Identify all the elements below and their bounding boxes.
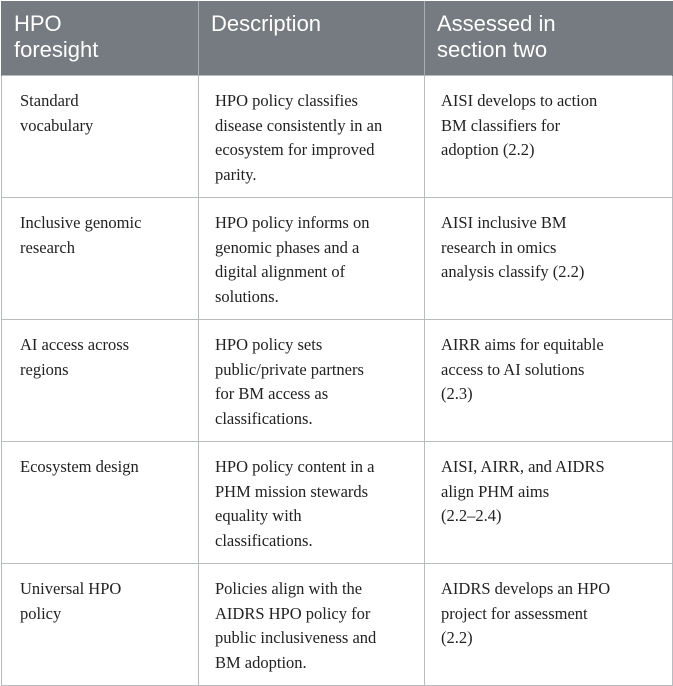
cell-text-line: policy	[20, 603, 62, 623]
cell-text-line: parity.	[215, 164, 257, 184]
cell-text-line: (2.3)	[441, 384, 473, 403]
cell-assessed	[425, 320, 673, 442]
table-body	[2, 76, 673, 686]
cell-description	[199, 564, 425, 686]
cell-text-line: disease consistently in an	[215, 115, 383, 135]
cell-text-line: classifications.	[215, 408, 313, 428]
cell-description	[199, 76, 425, 198]
cell-text-line: access to AI solutions	[441, 359, 585, 379]
cell-text-line: Universal HPO	[20, 579, 122, 598]
table-row	[2, 198, 673, 320]
cell-description	[199, 442, 425, 564]
table-row	[2, 76, 673, 198]
cell-foresight	[2, 198, 199, 320]
header-assessed	[425, 1, 673, 76]
cell-description	[199, 320, 425, 442]
table-row	[2, 564, 673, 686]
cell-text-line: (2.2–2.4)	[441, 506, 502, 525]
cell-text-line: equality with	[215, 506, 302, 525]
cell-description	[199, 198, 425, 320]
cell-text-line: ecosystem for improved	[215, 140, 375, 159]
cell-text-line: Standard	[20, 91, 79, 110]
table-row	[2, 320, 673, 442]
cell-text-line: solutions.	[215, 286, 279, 306]
cell-text-line: BM classifiers for	[441, 115, 561, 135]
cell-text-line: Inclusive genomic	[20, 213, 142, 232]
cell-text-line: HPO policy content in a	[215, 457, 375, 476]
cell-assessed	[425, 442, 673, 564]
cell-foresight	[2, 76, 199, 198]
header-row	[2, 1, 673, 76]
cell-assessed	[425, 198, 673, 320]
cell-foresight	[2, 442, 199, 564]
cell-text-line: public inclusiveness and	[215, 628, 377, 647]
cell-text-line: analysis classify (2.2)	[441, 262, 585, 281]
hpo-foresight-table	[1, 1, 673, 686]
table-row	[2, 442, 673, 564]
cell-text-line: AIDRS develops an HPO	[441, 579, 611, 598]
header-description	[199, 1, 425, 76]
cell-text-line: AISI develops to action	[441, 91, 598, 110]
cell-text-line: adoption (2.2)	[441, 140, 535, 159]
cell-text-line: public/private partners	[215, 359, 364, 379]
cell-text-line: digital alignment of	[215, 262, 346, 281]
header-hpo-foresight-line1: HPO	[14, 11, 62, 36]
cell-text-line: PHM mission stewards	[215, 481, 369, 501]
cell-text-line: research	[20, 237, 75, 257]
cell-text-line: for BM access as	[215, 384, 329, 403]
header-hpo-foresight-line2: foresight	[14, 37, 99, 62]
cell-text-line: vocabulary	[20, 115, 94, 135]
header-assessed-line1: Assessed in	[437, 11, 556, 36]
cell-text-line: HPO policy sets	[215, 335, 323, 354]
cell-assessed	[425, 564, 673, 686]
cell-text-line: research in omics	[441, 237, 557, 257]
cell-foresight	[2, 320, 199, 442]
cell-assessed	[425, 76, 673, 198]
cell-text-line: AI access across	[20, 335, 130, 354]
header-description-label: Description	[211, 11, 322, 36]
cell-text-line: regions	[20, 359, 69, 379]
cell-text-line: genomic phases and a	[215, 237, 360, 257]
header-assessed-line2: section two	[437, 37, 548, 62]
header-hpo-foresight	[2, 1, 199, 76]
cell-text-line: (2.2)	[441, 628, 473, 647]
cell-text-line: Policies align with the	[215, 579, 363, 598]
cell-text-line: AIDRS HPO policy for	[215, 603, 371, 623]
cell-text-line: HPO policy classifies	[215, 91, 358, 110]
cell-text-line: HPO policy informs on	[215, 213, 370, 232]
table-header	[2, 1, 673, 76]
cell-text-line: BM adoption.	[215, 652, 307, 672]
cell-text-line: project for assessment	[441, 603, 588, 623]
cell-text-line: AIRR aims for equitable	[441, 335, 604, 354]
cell-text-line: Ecosystem design	[20, 457, 139, 476]
cell-text-line: AISI, AIRR, and AIDRS	[441, 457, 605, 476]
cell-text-line: align PHM aims	[441, 481, 550, 501]
cell-text-line: AISI inclusive BM	[441, 213, 567, 232]
cell-foresight	[2, 564, 199, 686]
cell-text-line: classifications.	[215, 530, 313, 550]
